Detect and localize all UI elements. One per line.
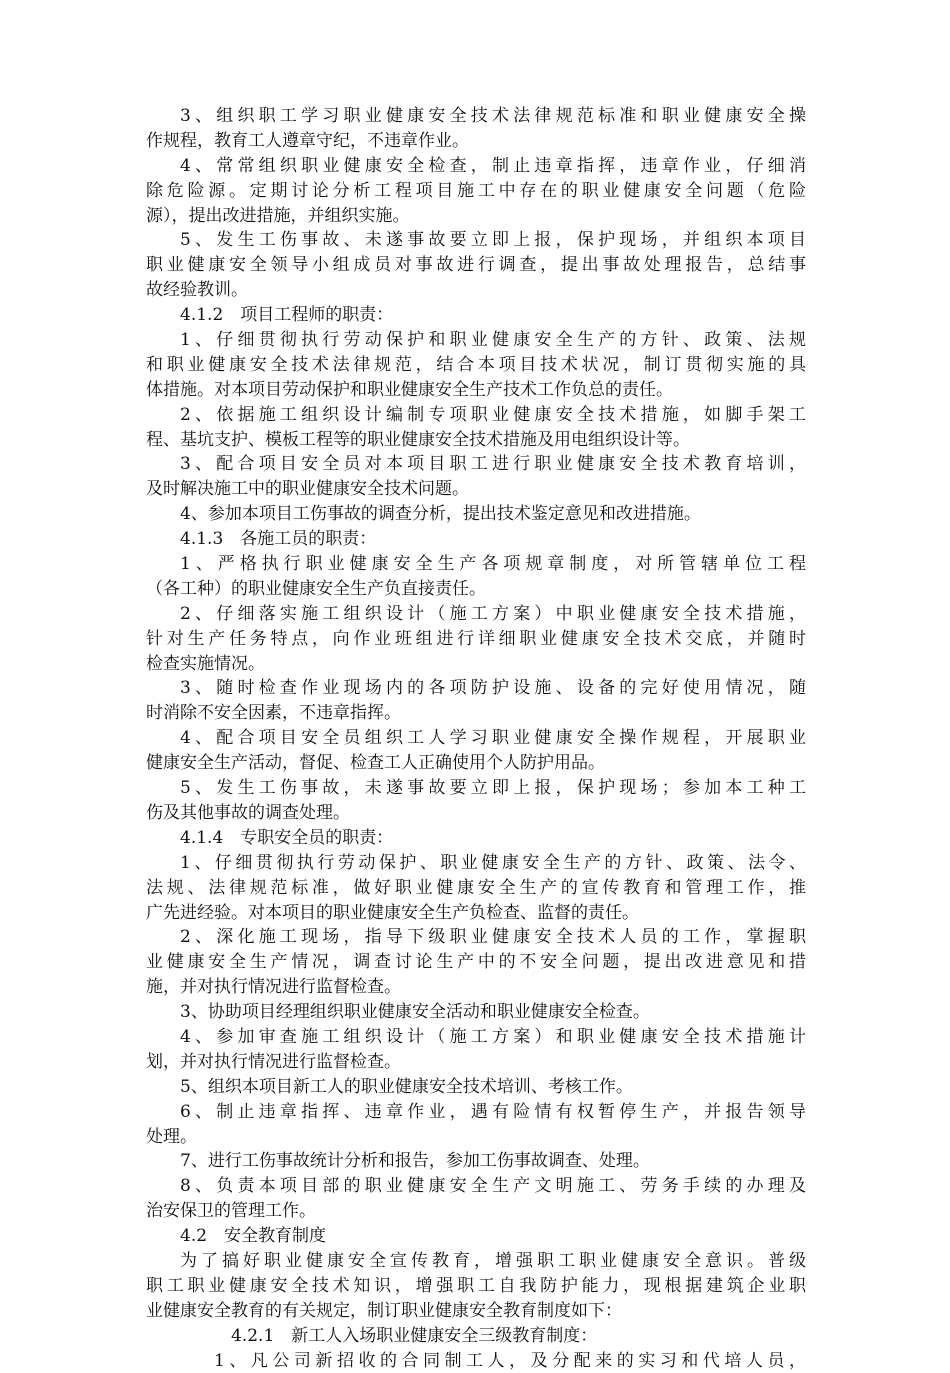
text-line: 2、深化施工现场，指导下级职业健康安全技术人员的工作，掌握职	[180, 927, 806, 948]
text-line: 1、仔细贯彻执行劳动保护和职业健康安全生产的方针、政策、法规	[180, 330, 806, 351]
text-line: 源），提出改进措施，并组织实施。	[146, 205, 410, 226]
text-line: 8、负责本项目部的职业健康安全生产文明施工、劳务手续的办理及	[180, 1176, 806, 1197]
text-line: 职工职业健康安全技术知识，增强职工自我防护能力，现根据建筑企业职	[146, 1275, 806, 1296]
text-line: 及时解决施工中的职业健康安全技术问题。	[146, 479, 469, 500]
document-body	[146, 104, 806, 1373]
text-line: （各工种）的职业健康安全生产负直接责任。	[146, 578, 486, 599]
text-line: 处理。	[146, 1126, 197, 1147]
text-line: 针对生产任务特点，向作业班组进行详细职业健康安全技术交底，并随时	[146, 628, 806, 649]
text-line: 广先进经验。对本项目的职业健康安全生产负检查、监督的责任。	[146, 902, 639, 923]
text-line: 3、随时检查作业现场内的各项防护设施、设备的完好使用情况，随	[180, 678, 806, 699]
text-line: 4、常常组织职业健康安全检查，制止违章指挥，违章作业，仔细消	[180, 155, 806, 176]
text-line: 2、仔细落实施工组织设计（施工方案）中职业健康安全技术措施，	[180, 603, 806, 624]
text-line: 4.1.2 项目工程师的职责：	[180, 305, 394, 326]
text-line: 检查实施情况。	[146, 653, 265, 674]
text-line: 4.2 安全教育制度	[180, 1226, 327, 1247]
text-line: 治安保卫的管理工作。	[146, 1201, 316, 1222]
text-line: 5、发生工伤事故、未遂事故要立即上报，保护现场，并组织本项目	[180, 230, 806, 251]
text-line: 职业健康安全领导小组成员对事故进行调查，提出事故处理报告，总结事	[146, 255, 806, 276]
text-line: 业健康安全生产情况，调查讨论生产中的不安全问题，提出改进意见和措	[146, 952, 806, 973]
text-line: 4.1.4 专职安全员的职责：	[180, 827, 394, 848]
text-line: 划，并对执行情况进行监督检查。	[146, 1051, 401, 1072]
text-line: 除危险源。定期讨论分析工程项目施工中存在的职业健康安全问题（危险	[146, 180, 806, 201]
text-line: 为了搞好职业健康安全宣传教育，增强职工职业健康安全意识。普级	[180, 1250, 806, 1271]
text-line: 7、进行工伤事故统计分析和报告，参加工伤事故调查、处理。	[180, 1151, 650, 1172]
text-line: 5、发生工伤事故，未遂事故要立即上报，保护现场；参加本工种工	[180, 778, 806, 799]
text-line: 1、严格执行职业健康安全生产各项规章制度，对所管辖单位工程	[180, 554, 806, 575]
text-line: 4、配合项目安全员组织工人学习职业健康安全操作规程，开展职业	[180, 728, 806, 749]
text-line: 5、组织本项目新工人的职业健康安全技术培训、考核工作。	[180, 1076, 633, 1097]
text-line: 1、凡公司新招收的合同制工人，及分配来的实习和代培人员，	[214, 1350, 806, 1371]
text-line: 施，并对执行情况进行监督检查。	[146, 977, 401, 998]
text-line: 3、组织职工学习职业健康安全技术法律规范标准和职业健康安全操	[180, 106, 806, 126]
text-line: 4、参加本项目工伤事故的调查分析，提出技术鉴定意见和改进措施。	[180, 504, 701, 525]
text-line: 法规、法律规范标准，做好职业健康安全生产的宣传教育和管理工作，推	[146, 877, 806, 898]
text-line: 和职业健康安全技术法律规范，结合本项目技术状况，制订贯彻实施的具	[146, 354, 806, 375]
text-line: 4.1.3 各施工员的职责：	[180, 529, 377, 550]
text-line: 3、协助项目经理组织职业健康安全活动和职业健康安全检查。	[180, 1002, 650, 1023]
text-line: 健康安全生产活动，督促、检查工人正确使用个人防护用品。	[146, 753, 605, 774]
text-line: 4、参加审查施工组织设计（施工方案）和职业健康安全技术措施计	[180, 1026, 806, 1047]
text-line: 6、制止违章指挥、违章作业，遇有险情有权暂停生产，并报告领导	[180, 1101, 806, 1122]
text-line: 伤及其他事故的调查处理。	[146, 802, 350, 823]
text-line: 程、基坑支护、模板工程等的职业健康安全技术措施及用电组织设计等。	[146, 429, 690, 450]
text-line: 2、依据施工组织设计编制专项职业健康安全技术措施，如脚手架工	[180, 404, 806, 425]
text-line: 体措施。对本项目劳动保护和职业健康安全生产技术工作负总的责任。	[146, 379, 673, 400]
text-line: 时消除不安全因素，不违章指挥。	[146, 703, 401, 724]
text-line: 4.2.1 新工人入场职业健康安全三级教育制度：	[231, 1325, 598, 1346]
text-line: 1、仔细贯彻执行劳动保护、职业健康安全生产的方针、政策、法令、	[180, 852, 806, 873]
text-line: 3、配合项目安全员对本项目职工进行职业健康安全技术教育培训，	[180, 454, 806, 475]
text-line: 作规程，教育工人遵章守纪，不违章作业。	[146, 130, 469, 151]
text-line: 故经验教训。	[146, 280, 248, 301]
text-line: 业健康安全教育的有关规定，制订职业健康安全教育制度如下：	[146, 1300, 622, 1321]
